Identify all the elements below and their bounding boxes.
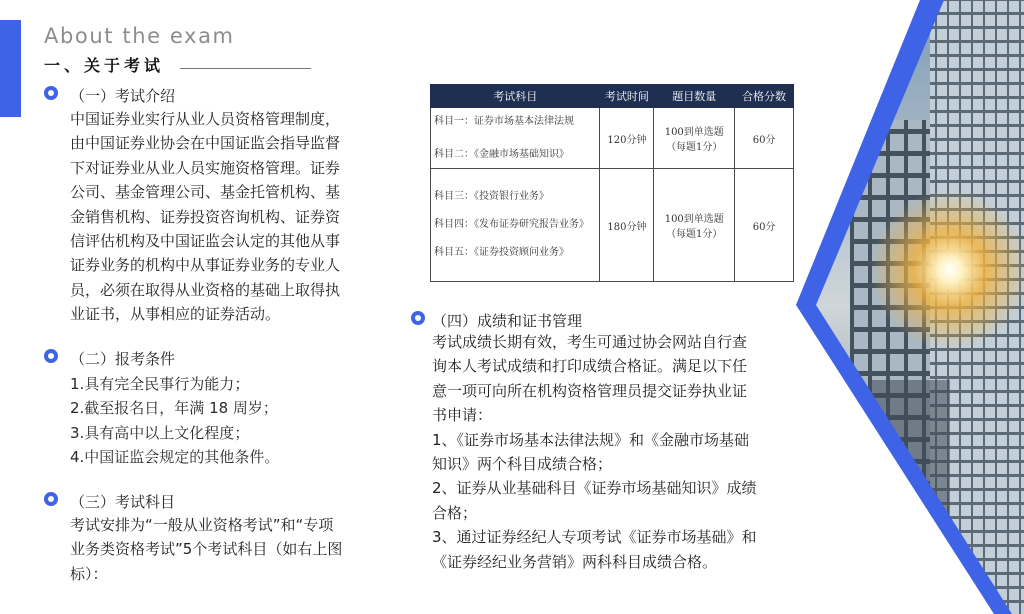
header-underline [180,68,311,69]
intro-line: 业证书，从事相应的证券活动。 [70,305,281,324]
subjects-cell [431,169,600,282]
scores-line: 2、证券从业基础科目《证券市场基础知识》成绩 [432,479,757,498]
table-header-cell: 考试时间 [600,85,654,108]
bullet-icon [44,492,58,506]
scores-line: 书申请： [432,406,493,425]
table-header-cell: 合格分数 [735,85,794,108]
intro-line: 下对证券业从业人员实施资格管理。证券 [70,158,341,177]
time-cell: 180分钟 [600,169,654,282]
scores-line: 知识》两个科目成绩合格； [432,455,613,474]
condition-item: 2.截至报名日，年满 18 周岁； [70,399,278,418]
subject-name: 科目一：证券市场基本法律法规 [434,115,574,127]
subjects-line: 标）： [70,564,108,583]
pass-score-cell: 60分 [735,108,794,169]
subjects-cell [431,108,600,169]
table-row [431,169,794,282]
intro-line: 员，必须在取得从业资格的基础上取得执 [70,280,341,299]
count-line: （每题1分） [666,142,723,153]
scores-line: 3、通过证券经纪人专项考试《证券市场基础》和 [432,528,757,547]
intro-line: 公司、基金管理公司、基金托管机构、基 [70,183,341,202]
count-cell [654,108,735,169]
time-cell: 120分钟 [600,108,654,169]
bullet-icon [44,86,58,100]
table-header-cell: 题目数量 [654,85,735,108]
scores-title: （四）成绩和证书管理 [432,312,583,330]
pass-score-cell: 60分 [735,169,794,282]
condition-item: 3.具有高中以上文化程度； [70,423,250,442]
conditions-title: （二）报考条件 [70,350,176,368]
count-line: （每题1分） [666,229,723,240]
subject-name: 科目二：《金融市场基础知识》 [434,148,569,160]
header-title-cn: 一、关于考试 [44,56,165,75]
subjects-paragraph [70,513,342,586]
scores-paragraph [432,330,757,574]
count-line: 100到单选题 [664,127,724,138]
subject-name: 科目五：《证券投资顾问业务》 [434,247,569,258]
scores-line: 询本人考试成绩和打印成绩合格证。满足以下任 [432,357,748,376]
subjects-title: （三）考试科目 [70,493,176,511]
scores-line: 1、《证券市场基本法律法规》和《金融市场基础 [432,430,750,449]
intro-title: （一）考试介绍 [70,87,176,105]
count-cell [654,169,735,282]
subjects-line: 业务类资格考试”5个考试科目（如右上图 [70,540,343,559]
intro-line: 信评估机构及中国证监会认定的其他从事 [70,232,341,251]
intro-line: 由中国证券业协会在中国证监会指导监督 [70,134,341,153]
condition-item: 4.中国证监会规定的其他条件。 [70,447,280,466]
condition-item: 1.具有完全民事行为能力； [70,375,250,393]
bullet-icon [44,349,58,363]
accent-bar [0,20,21,117]
exam-subjects-table [430,84,794,282]
table-row [431,108,794,169]
subject-name: 科目三：《投资银行业务》 [434,191,549,202]
scores-line: 合格； [432,503,478,522]
scores-line: 《证券经纪业务营销》两科科目成绩合格。 [432,552,718,571]
skyscraper-photo [780,0,1024,614]
subject-name: 科目四：《发布证券研究报告业务》 [434,219,589,230]
count-line: 100到单选题 [664,214,724,225]
subjects-line: 考试安排为“一般从业资格考试”和“专项 [70,516,334,534]
table-header-cell: 考试科目 [431,85,600,108]
header-title-en: About the exam [44,24,235,48]
intro-line: 证券业务的机构中从事证券业务的专业人 [70,256,341,275]
scores-line: 考试成绩长期有效，考生可通过协会网站自行查 [432,333,748,351]
conditions-list [70,372,279,469]
intro-paragraph [70,107,340,327]
scores-line: 意一项可向所在机构资格管理员提交证券执业证 [432,381,748,400]
table-header-row [431,85,794,108]
intro-line: 中国证券业实行从业人员资格管理制度， [70,110,341,128]
bullet-icon [411,311,425,325]
intro-line: 金销售机构、证券投资咨询机构、证券资 [70,207,341,226]
